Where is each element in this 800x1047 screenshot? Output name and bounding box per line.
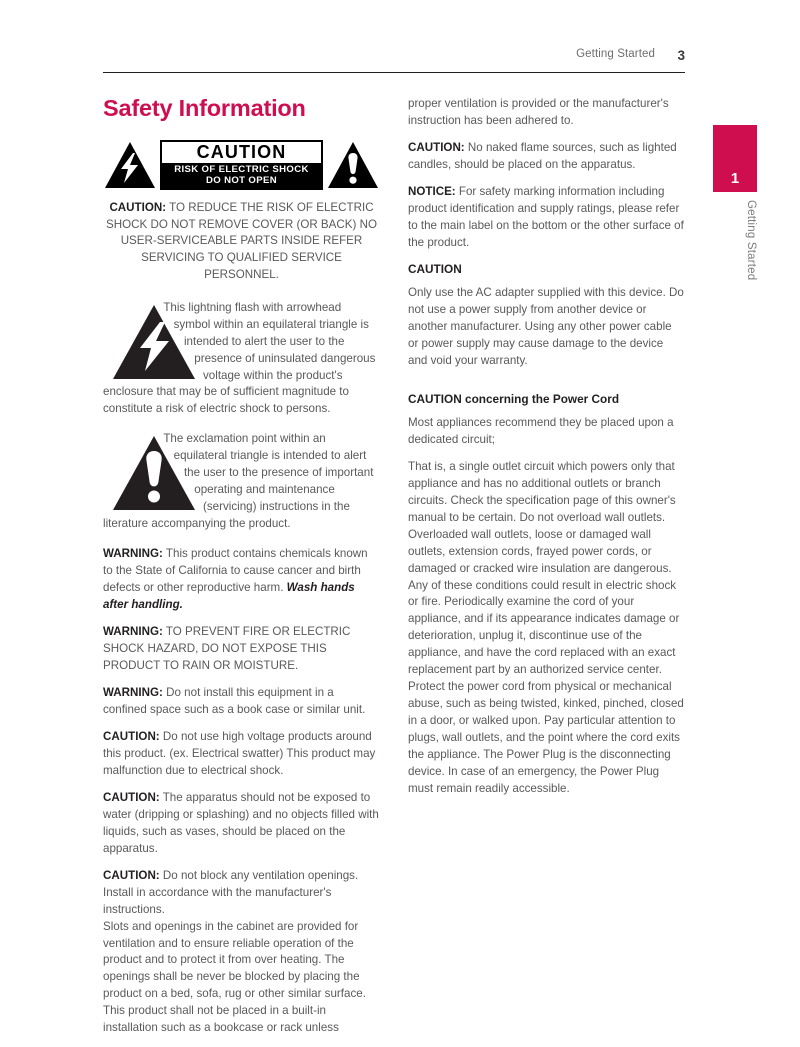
- warning-confined-space-label: WARNING:: [103, 685, 163, 699]
- caution-box-line1: RISK OF ELECTRIC SHOCK: [174, 163, 309, 175]
- page-number: 3: [677, 48, 685, 63]
- power-cord-heading: CAUTION concerning the Power Cord: [408, 391, 620, 406]
- warning-california-emphasis: Wash hands after handling.: [103, 580, 355, 611]
- caution-warning-box: [160, 140, 323, 190]
- warning-california-text: This product contains chemicals known to the State of California to cause cancer and birth defects or other reproductive harm.: [103, 546, 368, 594]
- power-cord-body-paragraph: That is, a single outlet circuit which powers only that appliance and has no additional outlets or branch circuits. Check the specification page of this owner's manual to be certain. Do not overload wall outlets. Overloaded wall outlets, loose or damaged wall outlets, extension cords, frayed power cords, or damaged or cracked wire insulation are dangerous. Any of these conditions could result in electric shock or fire. Periodically examine the cord of your appliance, and if its appearance indicates damage or deterioration, unplug it, discontinue use of the appliance, and have the cord replaced with an exact replacement part by an authorized service center. Protect the power cord from physical or mechanical abuse, such as being twisted, kinked, pinched, closed in a door, or walked upon. Pay particular attention to plugs, wall outlets, and the point where the cord exits the appliance. The Power Plug is the disconnecting device. In case of an emergency, the Power Plug must remain readily accessible.: [408, 459, 684, 796]
- power-cord-intro-paragraph: Most appliances recommend they be placed upon a dedicated circuit;: [408, 415, 674, 446]
- caution-water-exposure-label: CAUTION:: [103, 790, 160, 804]
- caution-high-voltage: [103, 729, 380, 780]
- header-divider: [103, 72, 685, 73]
- page-title: Safety Information: [103, 95, 306, 121]
- lightning-symbol-explanation: [103, 300, 380, 418]
- chapter-tab-label: Getting Started: [745, 200, 757, 281]
- warning-fire-text: TO PREVENT FIRE OR ELECTRIC SHOCK HAZARD, DO NOT EXPOSE THIS PRODUCT TO RAIN OR MOISTURE.: [103, 624, 351, 672]
- warning-california: [103, 546, 380, 614]
- chapter-tab-number: 1: [730, 170, 740, 187]
- left-column: [103, 96, 380, 1047]
- warning-confined-space: [103, 685, 380, 719]
- caution-statement-label: CAUTION:: [109, 200, 167, 214]
- notice-safety-marking-label: NOTICE:: [408, 184, 456, 198]
- warning-fire-label: WARNING:: [103, 624, 163, 638]
- caution-high-voltage-text: Do not use high voltage products around this product. (ex. Electrical swatter) This product may malfunction due to electrical shock.: [103, 729, 376, 777]
- caution-ventilation-text: Do not block any ventilation openings. Install in accordance with the manufacturer's instructions.: [103, 868, 359, 916]
- caution-statement: [103, 200, 380, 284]
- caution-ventilation: [103, 868, 380, 919]
- chapter-tab: [713, 125, 757, 192]
- slots-and-openings-paragraph: Slots and openings in the cabinet are provided for ventilation and to ensure reliable operation of the product and to protect it from over heating. The openings shall be never be blocked by placing the product on a bed, sofa, rug or other similar surface. This product shall not be placed in a built-in installation such as a bookcase or rack unless: [103, 919, 366, 1035]
- caution-water-exposure-text: The apparatus should not be exposed to water (dripping or splashing) and no objects filled with liquids, such as vases, should be placed on the apparatus.: [103, 790, 379, 855]
- header-section-title: Getting Started: [576, 48, 655, 60]
- warning-california-label: WARNING:: [103, 546, 163, 560]
- ventilation-continuation-paragraph: proper ventilation is provided or the manufacturer's instruction has been adhered to.: [408, 97, 669, 127]
- running-header: [103, 48, 685, 72]
- caution-box-heading: CAUTION: [162, 142, 321, 163]
- caution-naked-flame: [408, 140, 685, 174]
- ac-adapter-paragraph: Only use the AC adapter supplied with this device. Do not use a power supply from another device or another manufacturer. Using any other power cable or power supply may cause damage to the device and void your warranty.: [408, 285, 684, 367]
- caution-naked-flame-text: No naked flame sources, such as lighted candles, should be placed on the apparatus.: [408, 140, 677, 171]
- lightning-bolt-triangle-icon: [103, 140, 157, 190]
- caution-statement-text: TO REDUCE THE RISK OF ELECTRIC SHOCK DO NOT REMOVE COVER (OR BACK) NO USER-SERVICEABLE PARTS INSIDE REFER SERVICING TO QUALIFIED SERVICE PERSONNEL.: [106, 200, 377, 282]
- notice-safety-marking-text: For safety marking information including product identification and supply ratings, please refer to the main label on the bottom or the other surface of the product.: [408, 184, 684, 249]
- lightning-symbol-text: This lightning flash with arrowhead symbol within an equilateral triangle is intended to alert the user to the presence of uninsulated dangerous voltage within the product's enclosure that may be of sufficient magnitude to constitute a risk of electric shock to persons.: [103, 300, 376, 416]
- warning-confined-space-text: Do not install this equipment in a confined space such as a book case or similar unit.: [103, 685, 366, 716]
- caution-box-line2: DO NOT OPEN: [205, 175, 277, 187]
- exclamation-symbol-explanation: [103, 431, 380, 533]
- notice-safety-marking: [408, 184, 685, 252]
- caution-water-exposure: [103, 790, 380, 858]
- exclamation-triangle-icon: [326, 140, 380, 190]
- right-column: [408, 96, 685, 808]
- caution-high-voltage-label: CAUTION:: [103, 729, 160, 743]
- caution-naked-flame-label: CAUTION:: [408, 140, 465, 154]
- caution-heading: CAUTION: [408, 261, 462, 276]
- warning-fire: [103, 624, 380, 675]
- caution-box-detail: [162, 163, 321, 188]
- exclamation-symbol-text: The exclamation point within an equilateral triangle is intended to alert the user to the presence of important operating and maintenance (servicing) instructions in the literature accompanying the product.: [103, 432, 374, 530]
- caution-emblem: [103, 140, 380, 190]
- caution-ventilation-label: CAUTION:: [103, 868, 160, 882]
